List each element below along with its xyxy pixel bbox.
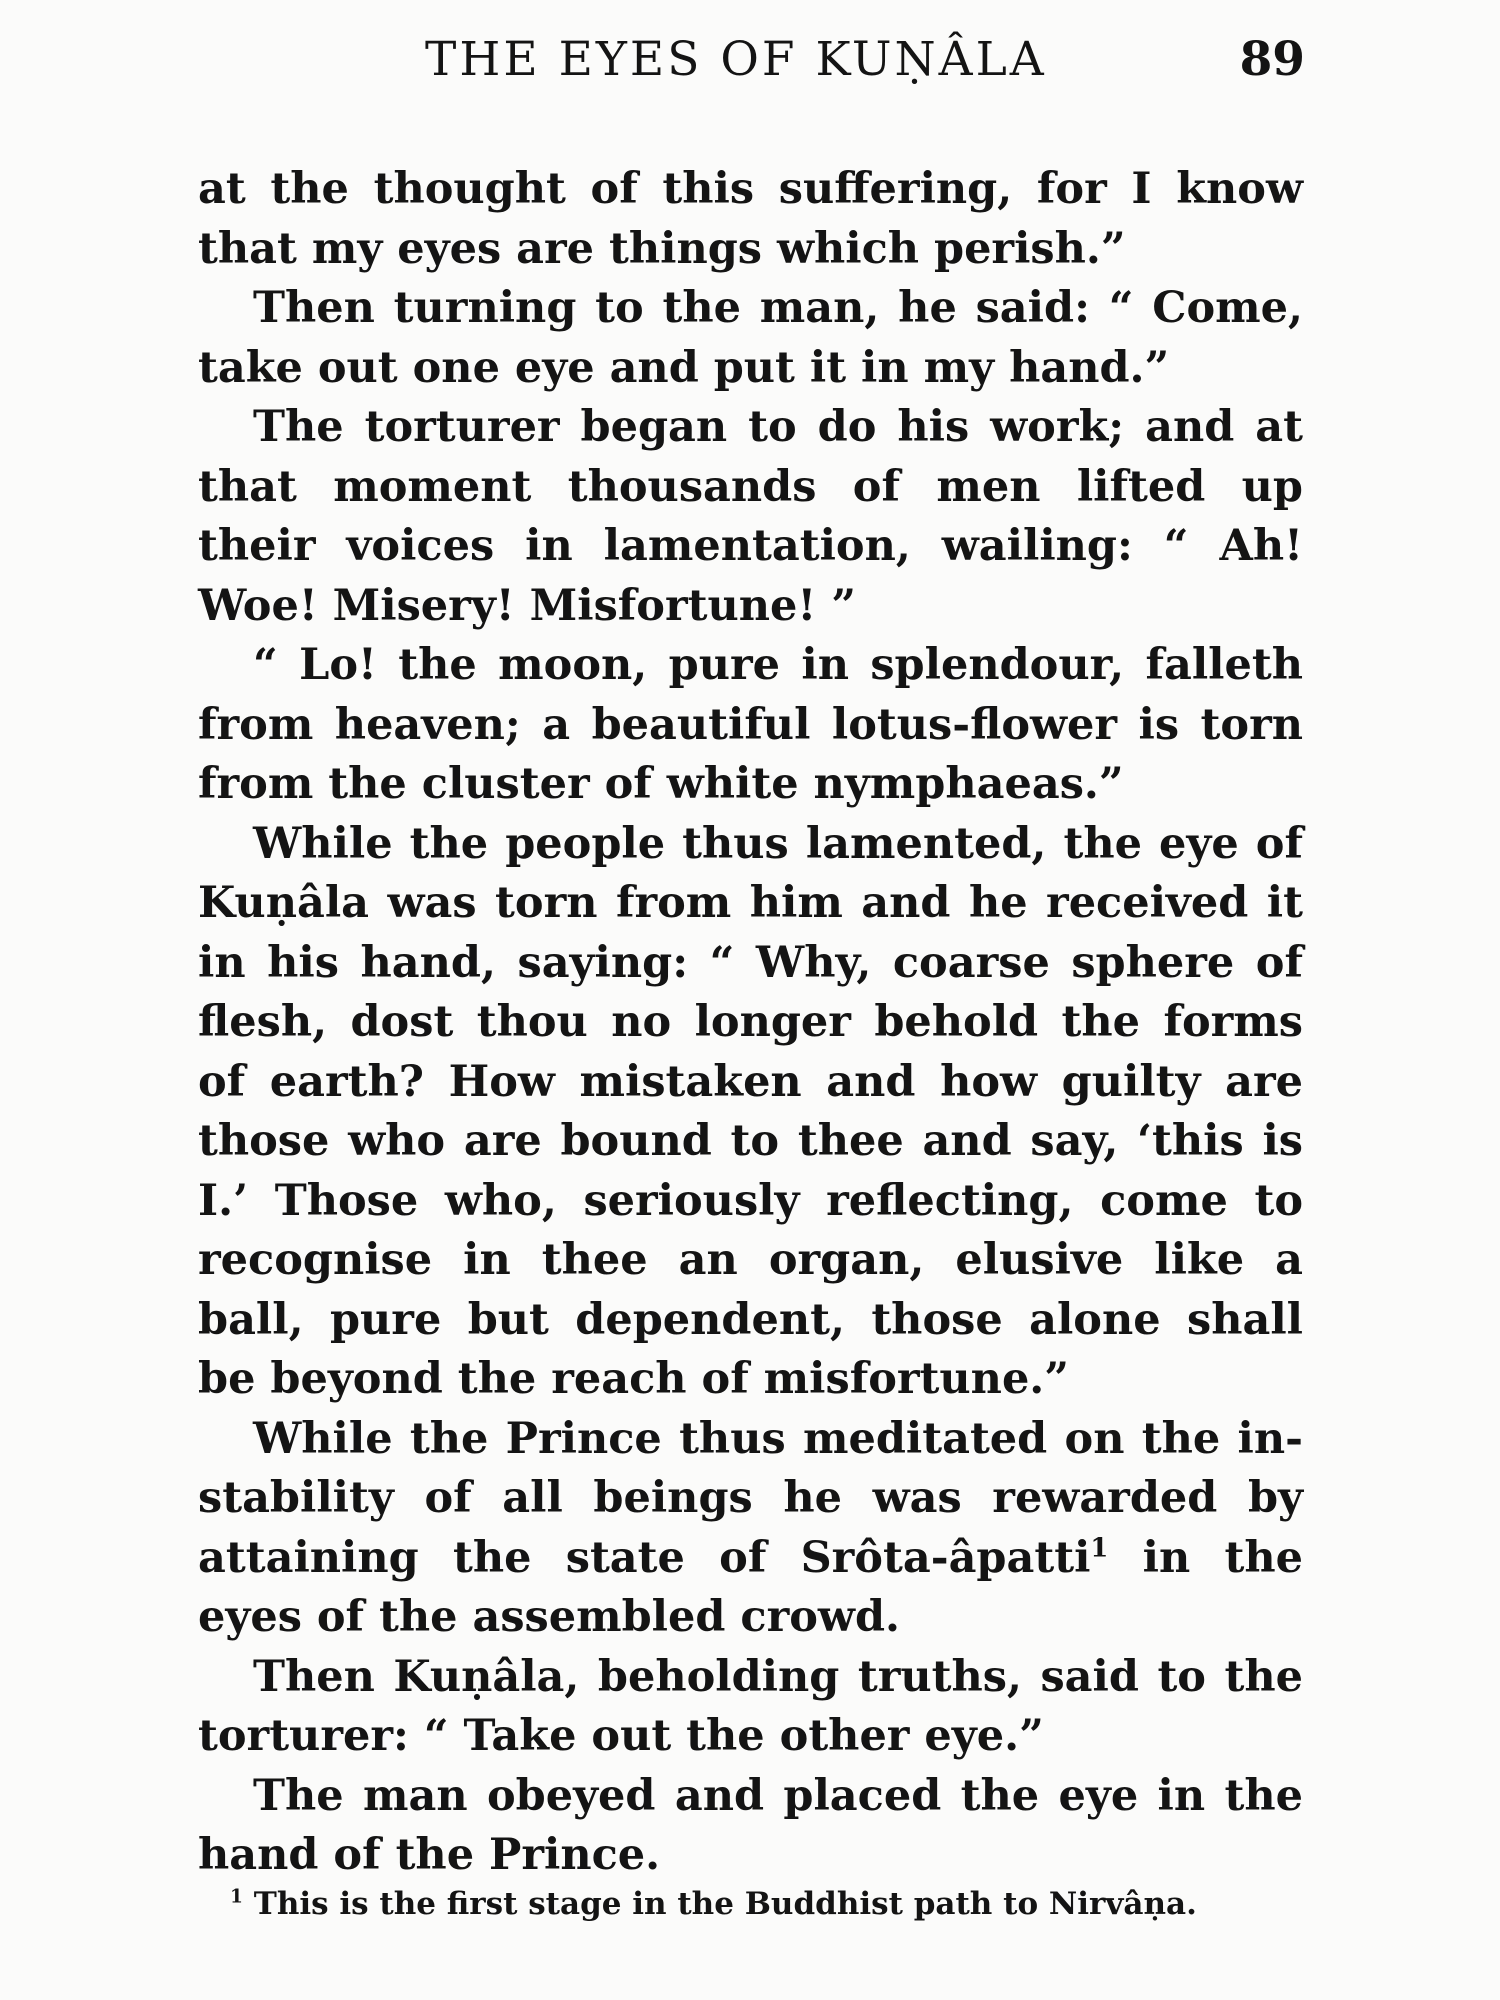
page-header [200, 32, 1305, 102]
footnote [230, 1884, 1290, 1924]
running-title: THE EYES OF KUṆÂLA [425, 32, 1047, 87]
paragraph-2: Then turning to the man, he said: “ Come, take out one eye and put it in my hand.” [198, 283, 1303, 393]
paragraph-6-text-after: in the eyes of the assembled crowd. [198, 1532, 1303, 1642]
paragraph-3: The torturer began to do his work; and at that moment thousands of men lifted up their voices in lamentation, wailing: “ Ah! Woe! Misery! Misfortune! ” [198, 402, 1303, 631]
footnote-marker: 1 [230, 1886, 243, 1908]
page-number: 89 [1239, 32, 1305, 87]
body-text [198, 160, 1303, 1886]
footnote-reference: 1 [1090, 1533, 1109, 1564]
footnote-text: This is the first stage in the Buddhist path to Nirvâṇa. [242, 1886, 1197, 1922]
paragraph-7: Then Kuṇâla, beholding truths, said to the torturer: “ Take out the other eye.” [198, 1651, 1303, 1761]
paragraph-4: “ Lo! the moon, pure in splendour, falleth from heaven; a beautiful lotus-flower is torn from the cluster of white nymphaeas.” [198, 640, 1303, 809]
paragraph-6-text-before: While the Prince thus meditated on the instability of all beings he was rewarded by attaining the state of Srôta-âpatti [198, 1413, 1303, 1583]
paragraph-6 [198, 1410, 1303, 1648]
paragraph-8: The man obeyed and placed the eye in the hand of the Prince. [198, 1770, 1303, 1880]
paragraph-5: While the people thus lamented, the eye of Kuṇâla was torn from him and he received it in his hand, saying: “ Why, coarse sphere of flesh, dost thou no longer behold the forms of earth? How mistaken and how guilty are those who are bound to thee and say, ‘this is I.’ Those who, seriously reflecting, come to recognise in thee an organ, elusive like a ball, pure but dependent, those alone shall be beyond the reach of misfortune.” [198, 818, 1303, 1404]
paragraph-1: at the thought of this suffering, for I know that my eyes are things which perish.” [198, 164, 1303, 274]
